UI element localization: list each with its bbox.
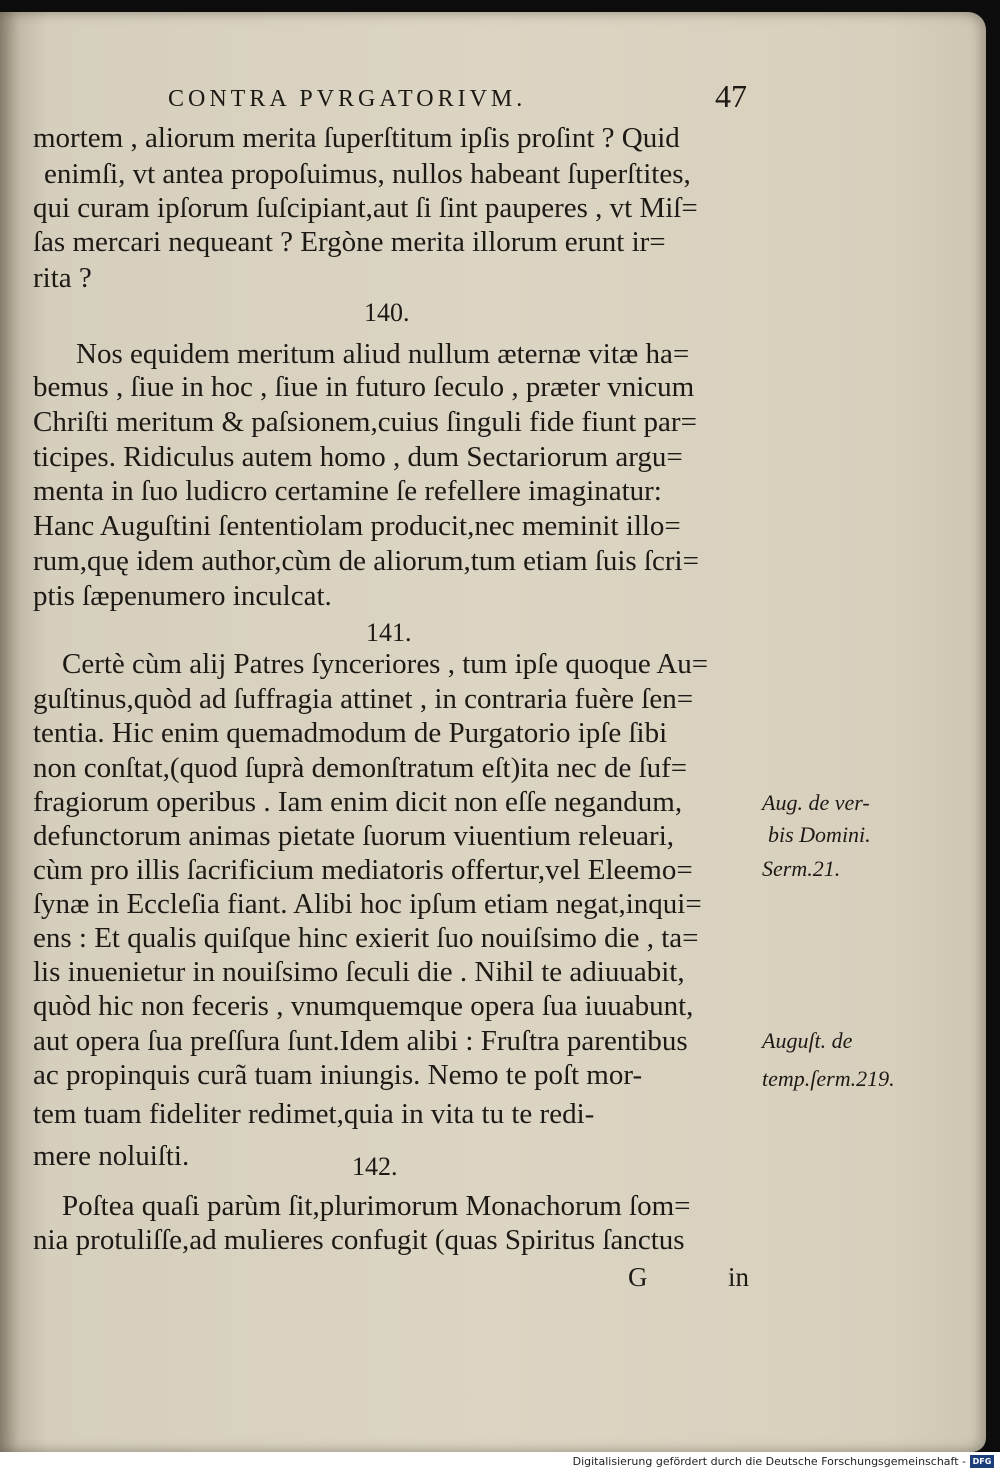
text-line: tentia. Hic enim quemadmodum de Purgatorio ipſe ſibi bbox=[33, 717, 668, 749]
section-number: 141. bbox=[366, 618, 412, 647]
dfg-logo: DFG bbox=[970, 1455, 994, 1468]
text-line: tem tuam fideliter redimet,quia in vita tu te redi- bbox=[33, 1098, 595, 1130]
margin-note: temp.ſerm.219. bbox=[762, 1066, 895, 1091]
section-number: 142. bbox=[352, 1152, 398, 1181]
text-line: non conſtat,(quod ſuprà demonſtratum eſt)ita nec de ſuf= bbox=[33, 752, 688, 784]
text-line: ſas mercari nequeant ? Ergòne merita illorum erunt ir= bbox=[33, 226, 666, 258]
text-line: aut opera ſua preſſura ſunt.Idem alibi : Fruſtra parentibus bbox=[33, 1025, 688, 1057]
margin-note: Auguſt. de bbox=[762, 1028, 853, 1053]
text-line: enimſi, vt antea propoſuimus, nullos habeant ſuperſtites, bbox=[44, 158, 691, 190]
catchword: in bbox=[728, 1262, 750, 1292]
signature-mark: G bbox=[628, 1262, 648, 1292]
text-line: nia protuliſſe,ad mulieres confugit (quas Spiritus ſanctus bbox=[33, 1224, 685, 1256]
funding-credit: Digitalisierung gefördert durch die Deutsche Forschungsgemeinschaft - bbox=[572, 1455, 966, 1468]
text-line: Certè cùm alij Patres ſynceriores , tum ipſe quoque Au= bbox=[62, 648, 709, 680]
margin-note: Serm.21. bbox=[762, 856, 841, 881]
text-line: guſtinus,quòd ad ſuffragia attinet , in contraria fuère ſen= bbox=[33, 683, 694, 715]
text-line: ticipes. Ridiculus autem homo , dum Sectariorum argu= bbox=[33, 441, 683, 473]
text-line: Chriſti meritum & paſsionem,cuius ſinguli fide fiunt par= bbox=[33, 406, 697, 438]
running-title: CONTRA PVRGATORIVM. bbox=[168, 86, 527, 112]
text-line: menta in ſuo ludicro certamine ſe refellere imaginatur: bbox=[33, 475, 662, 507]
footer-bar bbox=[0, 1452, 1000, 1473]
margin-note: Aug. de ver- bbox=[762, 790, 870, 815]
text-line: ens : Et qualis quiſque hinc exierit ſuo nouiſsimo die , ta= bbox=[33, 922, 699, 954]
text-line: ac propinquis curã tuam iniungis. Nemo te poſt mor- bbox=[33, 1059, 643, 1091]
text-line: lis inuenietur in nouiſsimo ſeculi die . Nihil te adiuuabit, bbox=[33, 956, 685, 988]
text-line: Poſtea quaſi parùm ſit,plurimorum Monachorum ſom= bbox=[62, 1190, 691, 1222]
text-line: quòd hic non feceris , vnumquemque opera ſua iuuabunt, bbox=[33, 990, 694, 1022]
section-number: 140. bbox=[364, 298, 410, 327]
text-line: ſynæ in Eccleſia fiant. Alibi hoc ipſum etiam negat,inqui= bbox=[33, 888, 702, 920]
text-line: cùm pro illis ſacrificium mediatoris offertur,vel Eleemo= bbox=[33, 854, 693, 886]
text-line: Nos equidem meritum aliud nullum æternæ vitæ ha= bbox=[76, 338, 690, 370]
text-line: mortem , aliorum merita ſuperſtitum ipſis proſint ? Quid bbox=[33, 122, 680, 154]
text-line: bemus , ſiue in hoc , ſiue in futuro ſeculo , præter vnicum bbox=[33, 371, 695, 403]
text-line: ptis ſæpenumero inculcat. bbox=[33, 580, 332, 612]
text-line: rum,quę idem author,cùm de aliorum,tum etiam ſuis ſcri= bbox=[33, 545, 699, 577]
page-number: 47 bbox=[715, 78, 747, 114]
text-line: defunctorum animas pietate ſuorum viuentium releuari, bbox=[33, 820, 675, 852]
text-line: qui curam ipſorum ſuſcipiant,aut ſi ſint pauperes , vt Miſ= bbox=[33, 192, 698, 224]
text-line: mere noluiſti. bbox=[33, 1140, 190, 1172]
margin-note: bis Domini. bbox=[768, 822, 871, 847]
text-line: rita ? bbox=[33, 262, 92, 294]
text-line: Hanc Auguſtini ſententiolam producit,nec meminit illo= bbox=[33, 510, 681, 542]
text-line: fragiorum operibus . Iam enim dicit non eſſe negandum, bbox=[33, 786, 683, 818]
